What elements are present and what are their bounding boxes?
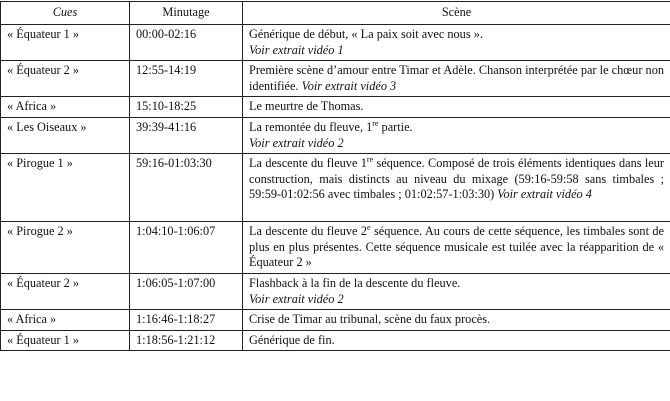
scene-cell bbox=[243, 330, 670, 351]
table-row bbox=[1, 154, 670, 222]
minutage-cell: 12:55-14:19 bbox=[130, 61, 243, 97]
minutage-cell: 1:18:56-1:21:12 bbox=[130, 330, 243, 351]
scene-cell bbox=[243, 61, 670, 97]
scene-text: partie. bbox=[378, 119, 413, 134]
table-row bbox=[1, 273, 670, 309]
cue-cell: « Les Oiseaux » bbox=[1, 117, 130, 153]
table-row bbox=[1, 61, 670, 97]
scene-text: Générique de début, « La paix soit avec nous ». bbox=[249, 27, 483, 41]
header-scene: Scène bbox=[243, 2, 670, 25]
scene-text: La descente du fleuve 1 bbox=[249, 156, 367, 171]
scene-text: La remontée du fleuve, 1 bbox=[249, 119, 373, 134]
table-row bbox=[1, 330, 670, 351]
header-minutage: Minutage bbox=[130, 2, 243, 25]
scene-text: séquence. Composé de trois éléments identiques dans leur construction, mais distincts au niveau du mixage (59:16-59:58 sans timbales ; 59:59-01:02:56 avec timbales ; 01:02:57-1:03:30) bbox=[249, 156, 664, 202]
scene-text: La descente du fleuve 2 bbox=[249, 224, 368, 239]
table-row bbox=[1, 310, 670, 331]
cue-cell: « Équateur 2 » bbox=[1, 273, 130, 309]
ordinal-superscript: re bbox=[366, 155, 374, 165]
minutage-cell: 00:00-02:16 bbox=[130, 25, 243, 61]
scene-text: Première scène d’amour entre Timar et Adèle. Chanson interprétée par le chœur non identifiée. bbox=[249, 63, 664, 93]
video-excerpt-link[interactable]: Voir extrait vidéo 2 bbox=[249, 135, 344, 150]
scene-cell bbox=[243, 222, 670, 274]
scene-text: Flashback à la fin de la descente du fleuve. bbox=[249, 275, 461, 290]
scene-cell bbox=[243, 117, 670, 153]
scene-cell bbox=[243, 154, 670, 222]
cue-cell: « Africa » bbox=[1, 97, 130, 118]
minutage-cell: 15:10-18:25 bbox=[130, 97, 243, 118]
cues-table bbox=[0, 1, 670, 351]
scene-cell bbox=[243, 25, 670, 61]
cue-cell: « Pirogue 1 » bbox=[1, 154, 130, 222]
minutage-cell: 1:04:10-1:06:07 bbox=[130, 222, 243, 274]
minutage-cell: 59:16-01:03:30 bbox=[130, 154, 243, 222]
scene-text: Le meurtre de Thomas. bbox=[249, 99, 364, 114]
cue-cell: « Équateur 1 » bbox=[1, 25, 130, 61]
minutage-cell: 39:39-41:16 bbox=[130, 117, 243, 153]
minutage-cell: 1:06:05-1:07:00 bbox=[130, 273, 243, 309]
video-excerpt-link[interactable]: Voir extrait vidéo 3 bbox=[301, 78, 397, 93]
cue-cell: « Pirogue 2 » bbox=[1, 222, 130, 274]
scene-cell bbox=[243, 273, 670, 309]
scene-cell bbox=[243, 310, 670, 331]
table-row bbox=[1, 222, 670, 274]
video-excerpt-link[interactable]: Voir extrait vidéo 1 bbox=[249, 42, 344, 57]
scene-text: séquence. Au cours de cette séquence, les timbales sont de plus en plus présentes. Cette séquence musicale est tuilée avec la réapparition de « Équateur 2 » bbox=[249, 224, 664, 270]
cue-cell: « Équateur 2 » bbox=[1, 61, 130, 97]
minutage-cell: 1:16:46-1:18:27 bbox=[130, 310, 243, 331]
video-excerpt-link[interactable]: Voir extrait vidéo 4 bbox=[497, 187, 592, 202]
scene-text: Générique de fin. bbox=[249, 332, 335, 347]
table-row bbox=[1, 97, 670, 118]
table-row bbox=[1, 117, 670, 153]
scene-text: Crise de Timar au tribunal, scène du faux procès. bbox=[249, 312, 491, 327]
cue-cell: « Africa » bbox=[1, 310, 130, 331]
cue-cell: « Équateur 1 » bbox=[1, 330, 130, 351]
ordinal-superscript: re bbox=[372, 118, 379, 128]
table-row bbox=[1, 25, 670, 61]
header-cues: Cues bbox=[1, 2, 130, 25]
scene-cell bbox=[243, 97, 670, 118]
video-excerpt-link[interactable]: Voir extrait vidéo 2 bbox=[249, 291, 344, 306]
header-row bbox=[1, 2, 670, 25]
ordinal-superscript: e bbox=[367, 223, 371, 233]
